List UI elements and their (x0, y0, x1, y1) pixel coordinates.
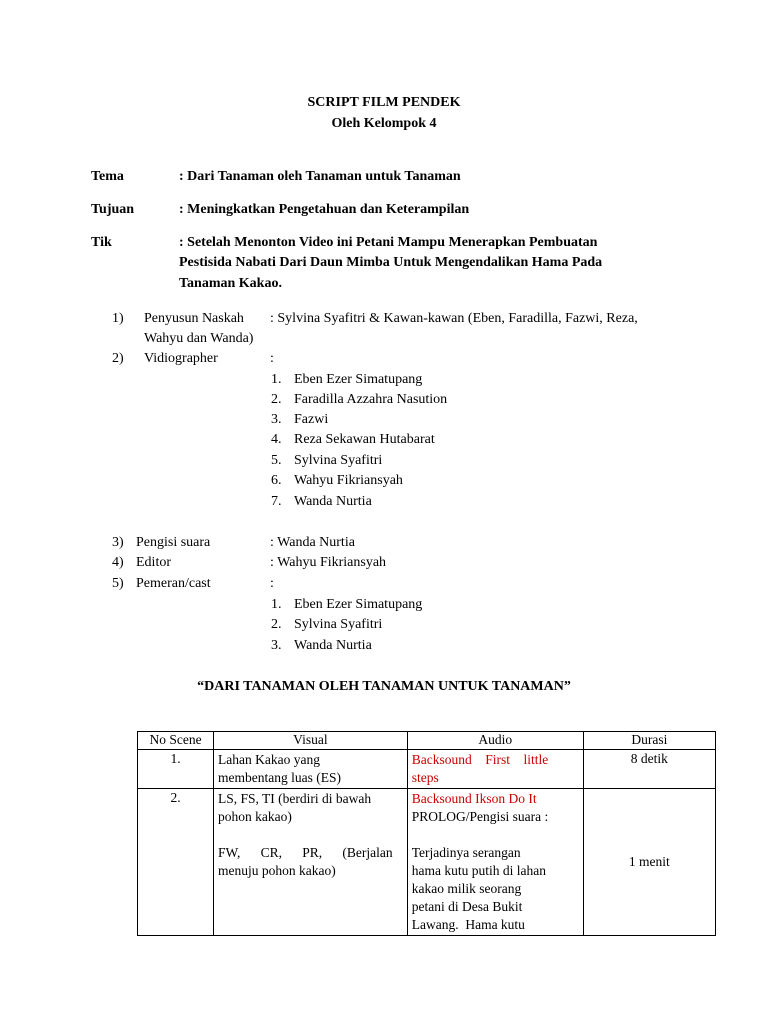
info-value-tik-line2: Pestisida Nabati Dari Daun Mimba Untuk Mengendalikan Hama Pada (179, 255, 603, 270)
crew-value-editor: : Wahyu Fikriansyah (270, 555, 387, 570)
audio-line: hama kutu putih di lahan (411, 863, 546, 878)
member-number: 3. (271, 638, 282, 653)
crew-label-penyusun: Penyusun Naskah (144, 311, 244, 326)
member-name: Fazwi (294, 412, 329, 427)
section-title: “DARI TANAMAN OLEH TANAMAN UNTUK TANAMAN” (197, 679, 571, 694)
member-name: Reza Sekawan Hutabarat (294, 432, 435, 447)
visual-line: pohon kakao) (218, 809, 292, 824)
info-label-tik: Tik (91, 235, 112, 250)
table-header-row (138, 732, 716, 750)
crew-label-editor: Editor (136, 555, 171, 570)
crew-label-vidiographer: Vidiographer (144, 351, 218, 366)
crew-number: 1) (112, 311, 124, 326)
member-name: Wanda Nurtia (294, 638, 372, 653)
member-name: Wahyu Fikriansyah (294, 473, 403, 488)
audio-backsound: Backsound First little (411, 752, 549, 767)
audio-line: Lawang. Hama kutu (411, 917, 525, 932)
info-value-tujuan: : Meningkatkan Pengetahuan dan Keterampilan (179, 202, 470, 217)
visual-line: FW, CR, PR, (Berjalan (218, 845, 393, 860)
member-name: Faradilla Azzahra Nasution (294, 392, 448, 407)
member-number: 2. (271, 617, 282, 632)
table-row (138, 750, 716, 789)
cell-no: 2. (138, 789, 214, 936)
crew-value-pengisi: : Wanda Nurtia (270, 535, 355, 550)
crew-label-pemeran: Pemeran/cast (136, 576, 211, 591)
cell-durasi: 1 menit (583, 789, 715, 936)
crew-value-penyusun-line2: Wahyu dan Wanda) (144, 331, 254, 346)
visual-line: LS, FS, TI (berdiri di bawah (218, 791, 372, 806)
cell-no: 1. (138, 750, 214, 789)
member-number: 5. (271, 453, 282, 468)
table-row (138, 789, 716, 936)
audio-backsound: Backsound Ikson Do It (411, 791, 537, 806)
audio-line: kakao milik seorang (411, 881, 522, 896)
audio-line (412, 826, 579, 844)
info-label-tema: Tema (91, 169, 124, 184)
audio-backsound: steps (411, 770, 439, 785)
audio-line: petani di Desa Bukit (411, 899, 523, 914)
member-number: 4. (271, 432, 282, 447)
member-name: Sylvina Syafitri (294, 617, 383, 632)
cell-visual (214, 750, 408, 789)
member-number: 3. (271, 412, 282, 427)
audio-line: Terjadinya serangan (411, 845, 521, 860)
member-name: Eben Ezer Simatupang (294, 372, 423, 387)
member-number: 2. (271, 392, 282, 407)
scene-table (137, 731, 716, 936)
crew-number: 5) (112, 576, 124, 591)
member-number: 1. (271, 372, 282, 387)
cell-audio (407, 750, 583, 789)
crew-value-penyusun: : Sylvina Syafitri & Kawan-kawan (Eben, Faradilla, Fazwi, Reza, (270, 311, 638, 326)
crew-label-pengisi: Pengisi suara (136, 535, 211, 550)
info-value-tik-line3: Tanaman Kakao. (179, 276, 282, 291)
member-name: Eben Ezer Simatupang (294, 597, 423, 612)
info-label-tujuan: Tujuan (91, 202, 135, 217)
member-name: Wanda Nurtia (294, 494, 372, 509)
cell-durasi: 8 detik (583, 750, 715, 789)
info-value-tema: : Dari Tanaman oleh Tanaman untuk Tanaman (179, 169, 461, 184)
crew-number: 4) (112, 555, 124, 570)
member-number: 7. (271, 494, 282, 509)
member-name: Sylvina Syafitri (294, 453, 383, 468)
crew-number: 3) (112, 535, 124, 550)
crew-separator: : (270, 351, 274, 366)
audio-line: PROLOG/Pengisi suara : (411, 809, 549, 824)
document-title: SCRIPT FILM PENDEK (307, 95, 461, 110)
member-number: 1. (271, 597, 282, 612)
visual-line: Lahan Kakao yang (218, 752, 320, 767)
cell-audio (407, 789, 583, 936)
document-subtitle: Oleh Kelompok 4 (331, 116, 437, 131)
info-value-tik-line1: : Setelah Menonton Video ini Petani Mampu Menerapkan Pembuatan (179, 235, 598, 250)
cell-visual (214, 789, 408, 936)
header-no-scene: No Scene (138, 732, 214, 750)
header-audio: Audio (407, 732, 583, 750)
member-number: 6. (271, 473, 282, 488)
header-durasi: Durasi (583, 732, 715, 750)
visual-line: membentang luas (ES) (218, 770, 341, 785)
visual-line (218, 826, 403, 844)
visual-line: menuju pohon kakao) (218, 863, 336, 878)
crew-separator: : (270, 576, 274, 591)
header-visual: Visual (214, 732, 408, 750)
crew-number: 2) (112, 351, 124, 366)
